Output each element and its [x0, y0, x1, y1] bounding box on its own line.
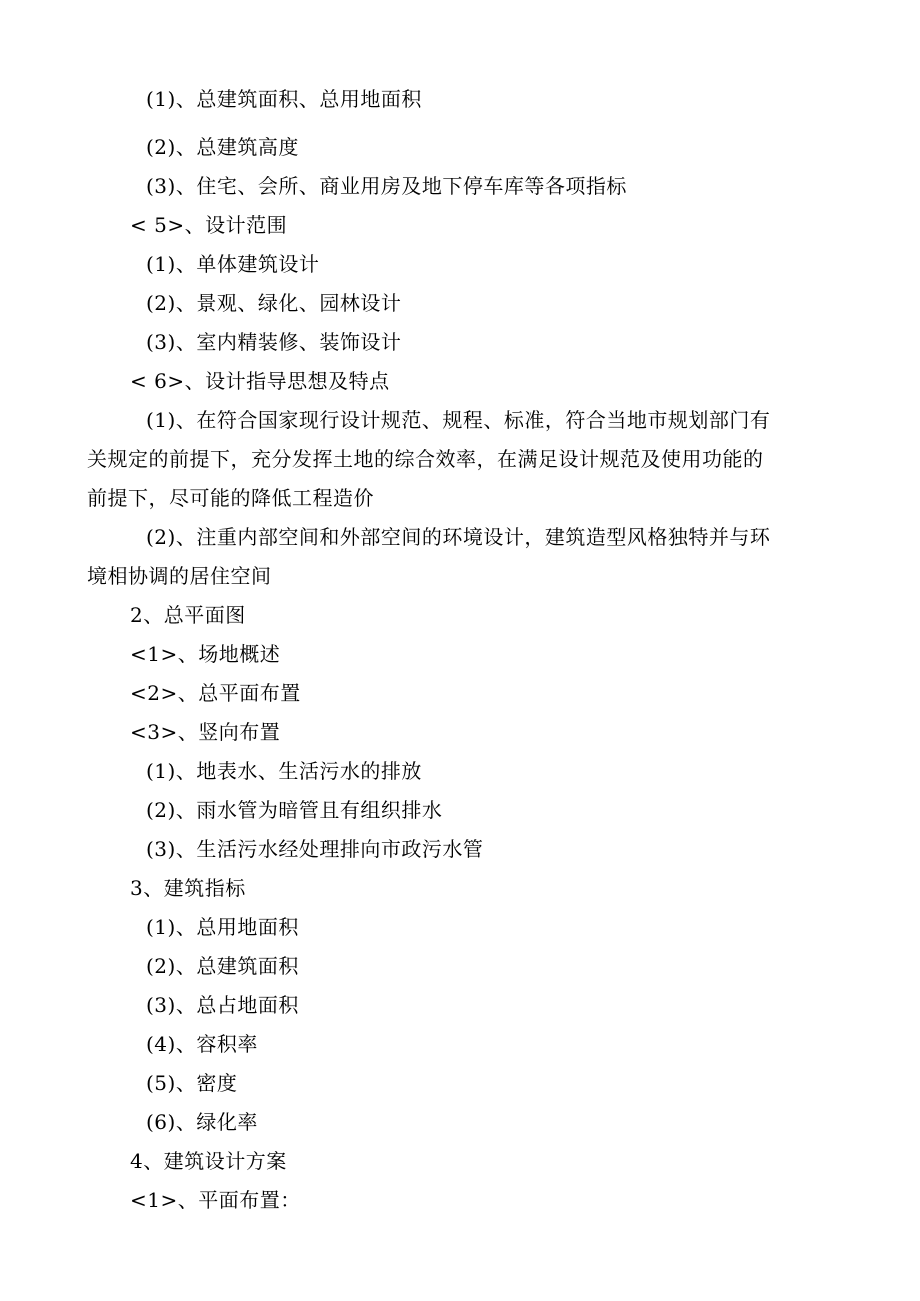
text-line: (2)、总建筑面积	[146, 954, 299, 978]
text-line: (1)、总建筑面积、总用地面积	[146, 87, 422, 111]
text-line: 4、建筑设计方案	[130, 1149, 287, 1173]
text-line: < 6>、设计指导思想及特点	[130, 369, 390, 393]
text-line: 关规定的前提下，充分发挥土地的综合效率，在满足设计规范及使用功能的	[87, 447, 764, 471]
text-line: < 5>、设计范围	[130, 213, 288, 237]
text-line: (3)、总占地面积	[146, 993, 299, 1017]
text-line: (1)、在符合国家现行设计规范、规程、标准，符合当地市规划部门有	[146, 408, 771, 432]
text-line: (2)、景观、绿化、园林设计	[146, 291, 402, 315]
text-line: 3、建筑指标	[130, 876, 246, 900]
text-line: (5)、密度	[146, 1071, 238, 1095]
text-line: 前提下，尽可能的降低工程造价	[87, 486, 374, 510]
text-line: (2)、总建筑高度	[146, 135, 299, 159]
text-line: (6)、绿化率	[146, 1110, 258, 1134]
text-line: 境相协调的居住空间	[87, 564, 272, 588]
text-line: (2)、雨水管为暗管且有组织排水	[146, 798, 443, 822]
text-line: <1>、场地概述	[130, 642, 281, 666]
text-line: (3)、室内精装修、装饰设计	[146, 330, 402, 354]
text-line: <3>、竖向布置	[130, 720, 281, 744]
text-line: 2、总平面图	[130, 603, 246, 627]
text-line: (3)、住宅、会所、商业用房及地下停车库等各项指标	[146, 174, 627, 198]
text-line: (1)、地表水、生活污水的排放	[146, 759, 422, 783]
text-line: (1)、单体建筑设计	[146, 252, 320, 276]
text-line: <2>、总平面布置	[130, 681, 301, 705]
text-line: (2)、注重内部空间和外部空间的环境设计，建筑造型风格独特并与环	[146, 525, 771, 549]
text-line: (4)、容积率	[146, 1032, 258, 1056]
text-line: (3)、生活污水经处理排向市政污水管	[146, 837, 484, 861]
text-line: <1>、平面布置：	[130, 1188, 301, 1212]
text-line: (1)、总用地面积	[146, 915, 299, 939]
